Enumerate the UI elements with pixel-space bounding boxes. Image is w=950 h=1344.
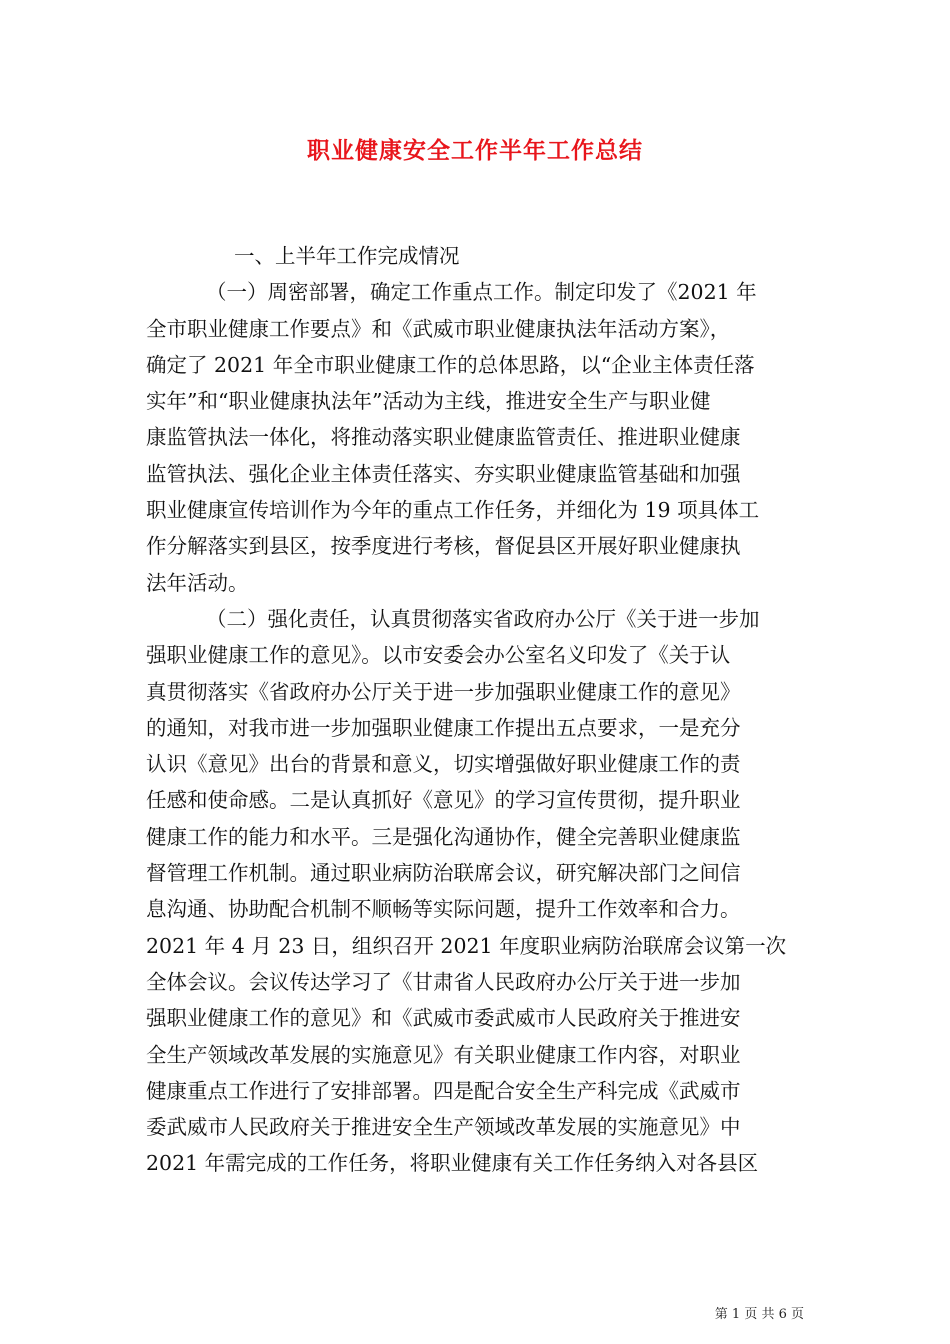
paragraph-line: 健康工作的能力和水平。三是强化沟通协作，健全完善职业健康监 [146,824,741,849]
paragraph-line: 的通知，对我市进一步加强职业健康工作提出五点要求，一是充分 [146,715,741,740]
paragraph-line: 强职业健康工作的意见》和《武威市委武威市人民政府关于推进安 [146,1006,741,1031]
paragraph-line: 委武威市人民政府关于推进安全生产领域改革发展的实施意见》中 [146,1115,741,1140]
paragraph-line: 实年”和“职业健康执法年”活动为主线，推进安全生产与职业健 [146,389,711,414]
page-number: 第 1 页 共 6 页 [714,1307,804,1322]
paragraph-line: 息沟通、协助配合机制不顺畅等实际问题，提升工作效率和合力。 [146,897,741,922]
paragraph-line: 全体会议。会议传达学习了《甘肃省人民政府办公厅关于进一步加 [146,969,741,994]
paragraph-line: 2021 年需完成的工作任务，将职业健康有关工作任务纳入对各县区 [146,1151,759,1176]
document-body [146,238,812,1182]
paragraph-line: 2021 年 4 月 23 日，组织召开 2021 年度职业病防治联席会议第一次 [146,933,787,958]
paragraph-line: 真贯彻落实《省政府办公厅关于进一步加强职业健康工作的意见》 [146,679,741,704]
paragraph-line: 强职业健康工作的意见》。以市安委会办公室名义印发了《关于认 [146,643,731,668]
paragraph-line: （二）强化责任，认真贯彻落实省政府办公厅《关于进一步加 [206,606,760,631]
paragraph-line: 职业健康宣传培训作为今年的重点工作任务，并细化为 19 项具体工 [146,498,760,523]
paragraph-line: 确定了 2021 年全市职业健康工作的总体思路，以“企业主体责任落 [146,352,755,377]
paragraph-line: 督管理工作机制。通过职业病防治联席会议，研究解决部门之间信 [146,861,741,886]
paragraph-line: 认识《意见》出台的背景和意义，切实增强做好职业健康工作的责 [146,752,741,777]
paragraph-line: （一）周密部署，确定工作重点工作。制定印发了《2021 年 [206,280,757,305]
paragraph-line: 法年活动。 [146,570,249,595]
paragraph-line: 全生产领域改革发展的实施意见》有关职业健康工作内容，对职业 [146,1042,741,1067]
paragraph-line: 监管执法、强化企业主体责任落实、夯实职业健康监管基础和加强 [146,461,741,486]
paragraph-line: 任感和使命感。二是认真抓好《意见》的学习宣传贯彻，提升职业 [146,788,741,813]
paragraph-line: 健康重点工作进行了安排部署。四是配合安全生产科完成《武威市 [146,1078,741,1103]
paragraph-line: 康监管执法一体化，将推动落实职业健康监管责任、推进职业健康 [146,425,741,450]
paragraph-line: 全市职业健康工作要点》和《武威市职业健康执法年活动方案》， [146,316,731,341]
document-title: 职业健康安全工作半年工作总结 [307,138,643,164]
paragraph-line: 作分解落实到县区，按季度进行考核，督促县区开展好职业健康执 [146,534,741,559]
section-heading: 一、上半年工作完成情况 [234,244,460,268]
